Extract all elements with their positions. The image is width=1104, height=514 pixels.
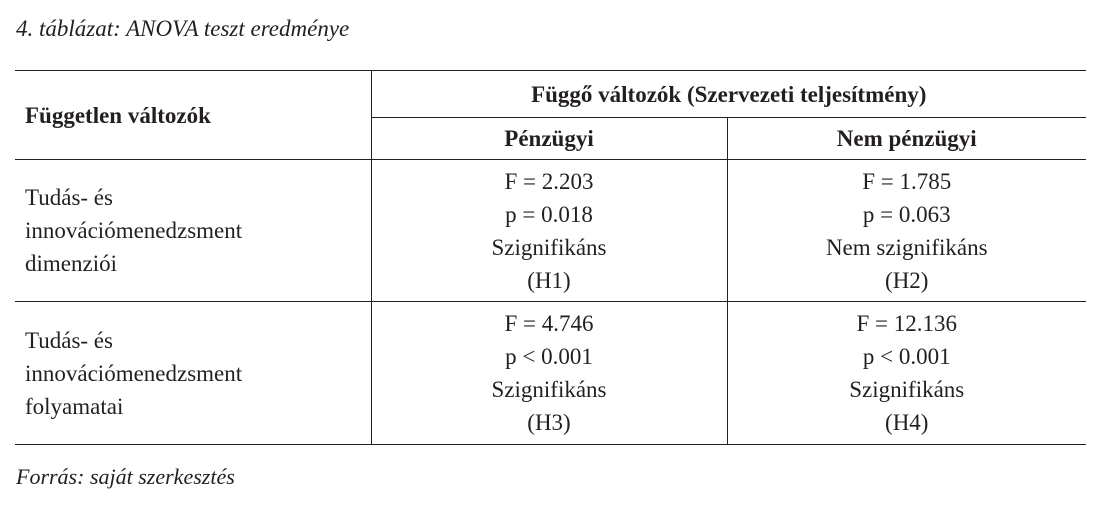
header-financial: Pénzügyi: [371, 118, 727, 160]
row-label-line: folyamatai: [25, 393, 124, 419]
hypothesis-label: (H3): [527, 410, 571, 435]
header-dependent-variables: Függő változók (Szervezeti teljesítmény): [371, 71, 1086, 118]
row-label-line: Tudás- és: [25, 185, 113, 210]
f-statistic: F = 12.136: [856, 311, 957, 336]
f-statistic: F = 2.203: [504, 168, 594, 194]
p-value: p < 0.001: [862, 344, 951, 369]
header-independent-variables: Független változók: [15, 71, 371, 160]
significance: Szignifikáns: [491, 377, 607, 402]
row-label-line: innovációmenedzsment: [25, 218, 243, 243]
row-label: [15, 302, 371, 445]
significance: Szignifikáns: [491, 234, 607, 260]
row-label-line: innovációmenedzsment: [25, 360, 243, 386]
significance: Szignifikáns: [849, 377, 965, 402]
table-row: [15, 160, 1086, 302]
cell-non-financial: [727, 160, 1086, 302]
p-value: p = 0.063: [862, 201, 951, 227]
p-value: p < 0.001: [505, 344, 593, 369]
f-statistic: F = 4.746: [504, 311, 594, 336]
source-note: Forrás: saját szerkesztés: [16, 464, 235, 489]
table-row: [15, 302, 1086, 445]
p-value: p = 0.018: [505, 201, 593, 227]
hypothesis-label: (H1): [527, 267, 571, 293]
header-non-financial: Nem pénzügyi: [727, 118, 1086, 160]
table-caption: 4. táblázat: ANOVA teszt eredménye: [16, 16, 350, 41]
hypothesis-label: (H4): [885, 410, 929, 435]
hypothesis-label: (H2): [885, 267, 929, 293]
f-statistic: F = 1.785: [862, 168, 952, 194]
row-label: [15, 160, 371, 302]
row-label-line: Tudás- és: [25, 327, 113, 353]
row-label-line: dimenziói: [25, 251, 117, 276]
cell-non-financial: [727, 302, 1086, 445]
significance: Nem szignifikáns: [825, 234, 988, 260]
anova-results-table: [15, 70, 1086, 445]
cell-financial: [371, 302, 727, 445]
cell-financial: [371, 160, 727, 302]
